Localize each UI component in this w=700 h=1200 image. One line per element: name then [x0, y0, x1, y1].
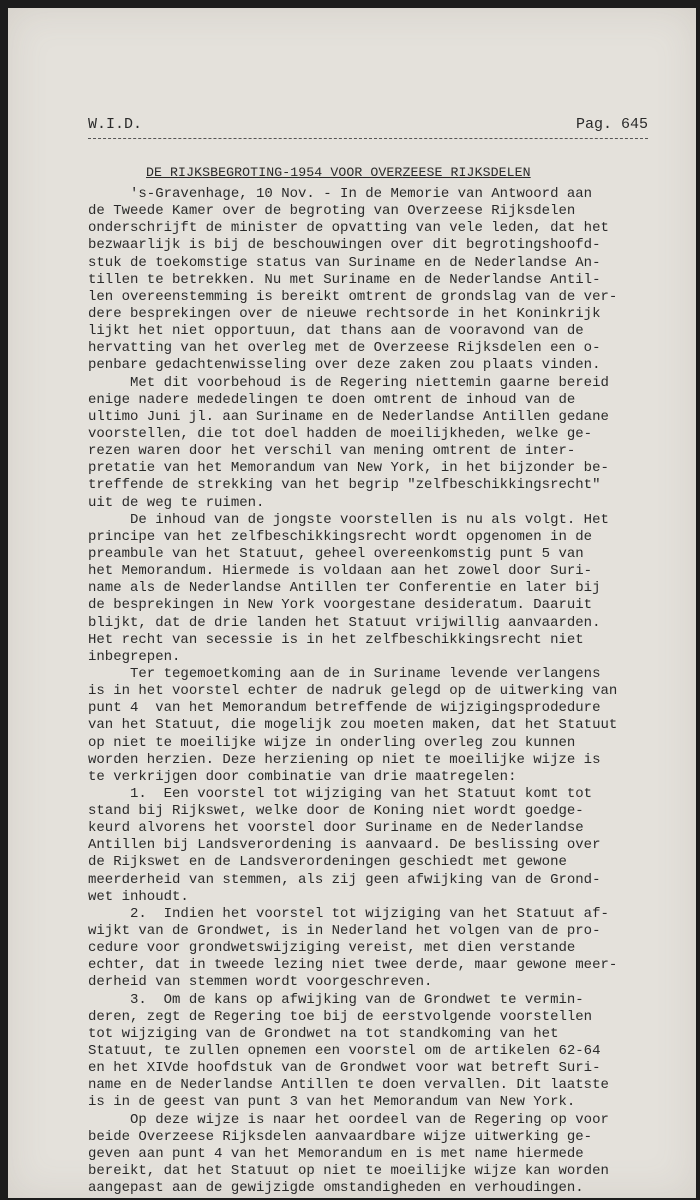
- text-line: dere besprekingen over de nieuwe rechtsorde in het Koninkrijk: [88, 305, 601, 322]
- text-line: bereikt, dat het Statuut op niet te moeilijke wijze kan worden: [88, 1163, 609, 1180]
- text-line: cedure voor grondwetswijziging vereist, met dien verstande: [88, 940, 576, 957]
- header-page-number: Pag. 645: [575, 116, 648, 133]
- text-line: punt 4 van het Memorandum betreffende de wijzigingsprodedure: [88, 700, 601, 717]
- text-line: voorstellen, die tot doel hadden de moeilijkheden, welke ge-: [88, 425, 593, 442]
- text-line: Met dit voorbehoud is de Regering niettemin gaarne bereid: [88, 374, 609, 391]
- header-source: W.I.D.: [88, 116, 143, 133]
- text-line: keurd alvorens het voorstel door Suriname en de Nederlandse: [88, 820, 584, 837]
- text-line: tillen te betrekken. Nu met Suriname en de Nederlandse Antil-: [88, 271, 601, 288]
- text-line: worden herzien. Deze herziening op niet te moeilijke wijze is: [88, 751, 601, 768]
- text-line: uit de weg te ruimen.: [88, 494, 265, 511]
- text-line: blijkt, dat de drie landen het Statuut vrijwillig aanvaarden.: [88, 614, 601, 631]
- text-line: en het XIVde hoofdstuk van de Grondwet voor wat betreft Suri-: [88, 1060, 601, 1077]
- text-line: inbegrepen.: [88, 648, 181, 665]
- text-line: meerderheid van stemmen, als zij geen afwijking van de Grond-: [88, 871, 601, 888]
- text-line: lijkt het niet opportuun, dat thans aan de vooravond van de: [88, 323, 584, 340]
- text-line: echter, dat in tweede lezing niet twee derde, maar gewone meer-: [88, 957, 618, 974]
- text-line: principe van het zelfbeschikkingsrecht wordt opgenomen in de: [88, 528, 593, 545]
- text-line: pretatie van het Memorandum van New York, in het bijzonder be-: [88, 460, 609, 477]
- text-line: name als de Nederlandse Antillen ter Conferentie en later bij: [88, 580, 601, 597]
- text-line: wijkt van de Grondwet, is in Nederland het volgen van de pro-: [88, 923, 601, 940]
- text-line: 3. Om de kans op afwijking van de Grondwet te vermin-: [88, 991, 584, 1008]
- text-line: Het recht van secessie is in het zelfbeschikkingsrecht niet: [88, 631, 584, 648]
- article-title: DE RIJKSBEGROTING-1954 VOOR OVERZEESE RIJKSDELEN: [146, 165, 531, 180]
- text-line: deren, zegt de Regering toe bij de eerstvolgende voorstellen: [88, 1008, 593, 1025]
- text-line: preambule van het Statuut, geheel overeenkomstig punt 5 van: [88, 545, 584, 562]
- text-line: Ter tegemoetkoming aan de in Suriname levende verlangens: [88, 665, 601, 682]
- text-line: penbare gedachtenwisseling over deze zaken zou plaats vinden.: [88, 357, 601, 374]
- text-line: ultimo Juni jl. aan Suriname en de Nederlandse Antillen gedane: [88, 408, 609, 425]
- text-line: enige nadere mededelingen te doen omtrent de inhoud van de: [88, 391, 576, 408]
- text-line: de besprekingen in New York voorgestane desideratum. Daaruit: [88, 597, 593, 614]
- text-line: Antillen bij Landsverordening is aanvaard. De beslissing over: [88, 837, 601, 854]
- text-line: is in de geest van punt 3 van het Memorandum van New York.: [88, 1094, 576, 1111]
- text-line: van het Statuut, die mogelijk zou moeten maken, dat het Statuut: [88, 717, 618, 734]
- text-line: de Tweede Kamer over de begroting van Overzeese Rijksdelen: [88, 203, 576, 220]
- text-line: geven aan punt 4 van het Memorandum en is met name hiermede: [88, 1145, 584, 1162]
- article-body: [88, 186, 668, 1197]
- text-line: op niet te moeilijke wijze in onderling overleg zou kunnen: [88, 734, 576, 751]
- document-content: [88, 116, 668, 1197]
- text-line: is in het voorstel echter de nadruk gelegd op de uitwerking van: [88, 683, 618, 700]
- text-line: De inhoud van de jongste voorstellen is nu als volgt. Het: [88, 511, 609, 528]
- text-line: te verkrijgen door combinatie van drie maatregelen:: [88, 768, 517, 785]
- text-line: stand bij Rijkswet, welke door de Koning niet wordt goedge-: [88, 803, 584, 820]
- text-line: Op deze wijze is naar het oordeel van de Regering op voor: [88, 1111, 609, 1128]
- text-line: treffende de strekking van het begrip "zelfbeschikkingsrecht": [88, 477, 601, 494]
- text-line: 's-Gravenhage, 10 Nov. - In de Memorie van Antwoord aan: [88, 186, 593, 202]
- text-line: stuk de toekomstige status van Suriname en de Nederlandse An-: [88, 254, 601, 271]
- text-line: beide Overzeese Rijksdelen aanvaardbare wijze uitwerking ge-: [88, 1128, 593, 1145]
- text-line: 2. Indien het voorstel tot wijziging van het Statuut af-: [88, 905, 609, 922]
- text-line: Statuut, te zullen opnemen een voorstel om de artikelen 62-64: [88, 1043, 601, 1060]
- text-line: len overeenstemming is bereikt omtrent de grondslag van de ver-: [88, 288, 618, 305]
- text-line: 1. Een voorstel tot wijziging van het Statuut komt tot: [88, 785, 593, 802]
- page-header: [88, 116, 648, 139]
- text-line: derheid van stemmen wordt voorgeschreven.: [88, 974, 433, 991]
- text-line: name en de Nederlandse Antillen te doen vervallen. Dit laatste: [88, 1077, 609, 1094]
- text-line: aangepast aan de gewijzigde omstandigheden en verhoudingen.: [88, 1180, 584, 1197]
- text-line: de Rijkswet en de Landsverordeningen geschiedt met gewone: [88, 854, 567, 871]
- text-line: rezen waren door het verschil van mening omtrent de inter-: [88, 443, 576, 460]
- text-line: hervatting van het overleg met de Overzeese Rijksdelen een o-: [88, 340, 601, 357]
- text-line: het Memorandum. Hiermede is voldaan aan het zowel door Suri-: [88, 563, 593, 580]
- document-page: [8, 8, 696, 1198]
- text-line: tot wijziging van de Grondwet na tot standkoming van het: [88, 1025, 559, 1042]
- text-line: wet inhoudt.: [88, 888, 189, 905]
- text-line: onderschrijft de minister de opvatting van vele leden, dat het: [88, 220, 609, 237]
- text-line: bezwaarlijk is bij de beschouwingen over dit begrotingshoofd-: [88, 237, 601, 254]
